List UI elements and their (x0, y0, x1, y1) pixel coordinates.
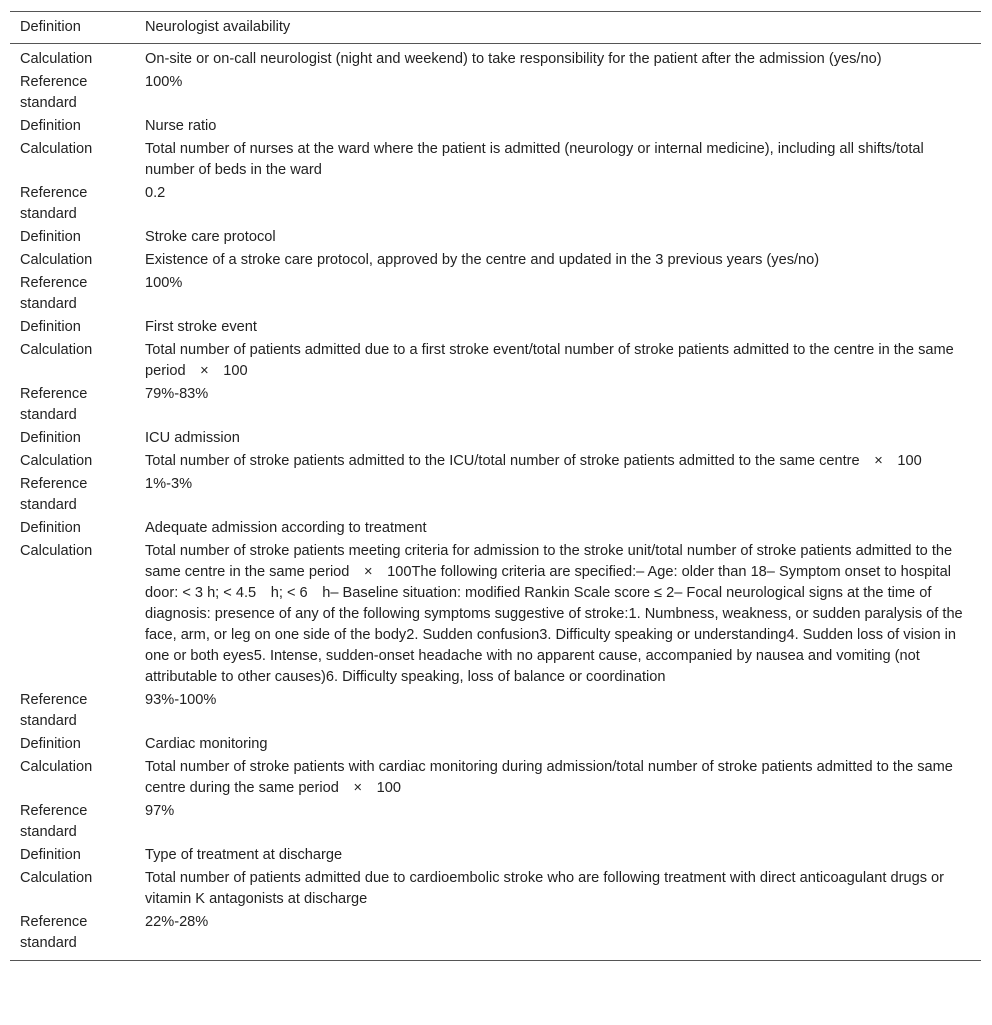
header-label: Definition (20, 19, 81, 35)
row-value: 1%-3% (145, 476, 193, 492)
row-label: Calculation (20, 51, 93, 67)
row-label: Reference standard (20, 476, 88, 513)
row-value: 100% (145, 275, 183, 291)
row-label: Calculation (20, 870, 93, 886)
row-label: Definition (20, 520, 81, 536)
table-row (10, 518, 981, 541)
row-label: Calculation (20, 453, 93, 469)
table-row (10, 801, 981, 845)
table-row (10, 183, 981, 227)
row-value: On-site or on-call neurologist (night and weekend) to take responsibility for the patient after the admission (yes/no) (145, 51, 882, 67)
table-row (10, 116, 981, 139)
row-value: Type of treatment at discharge (145, 847, 343, 863)
row-value: 100% (145, 74, 183, 90)
table-row (10, 451, 981, 474)
row-label: Calculation (20, 543, 93, 559)
table-row (10, 868, 981, 912)
table-row (10, 734, 981, 757)
table-row (10, 44, 981, 73)
row-value: Total number of patients admitted due to a first stroke event/total number of stroke patients admitted to the centre in the same period × 100 (145, 342, 954, 379)
table-row (10, 474, 981, 518)
row-value: Stroke care protocol (145, 229, 276, 245)
table-header (10, 12, 981, 44)
row-label: Definition (20, 847, 81, 863)
table-row (10, 139, 981, 183)
row-value: Cardiac monitoring (145, 736, 268, 752)
table-row (10, 317, 981, 340)
table-body (10, 44, 981, 961)
table-row (10, 541, 981, 690)
table-row (10, 250, 981, 273)
indicator-table (10, 11, 981, 961)
table-row (10, 340, 981, 384)
row-label: Definition (20, 118, 81, 134)
table-row (10, 227, 981, 250)
row-label: Calculation (20, 252, 93, 268)
row-label: Reference standard (20, 692, 88, 729)
header-value: Neurologist availability (145, 19, 291, 35)
row-label: Reference standard (20, 185, 88, 222)
table-row (10, 845, 981, 868)
table-row (10, 384, 981, 428)
table-row (10, 72, 981, 116)
row-value: Existence of a stroke care protocol, approved by the centre and updated in the 3 previous years (yes/no) (145, 252, 820, 268)
row-label: Definition (20, 736, 81, 752)
row-value: Nurse ratio (145, 118, 217, 134)
row-value: 79%-83% (145, 386, 209, 402)
table-row (10, 273, 981, 317)
table-row (10, 912, 981, 961)
row-value: Adequate admission according to treatment (145, 520, 427, 536)
row-label: Definition (20, 319, 81, 335)
row-label: Reference standard (20, 74, 88, 111)
table-row (10, 757, 981, 801)
row-value: Total number of stroke patients admitted to the ICU/total number of stroke patients admitted to the same centre × 100 (145, 453, 922, 469)
row-label: Calculation (20, 759, 93, 775)
row-label: Calculation (20, 342, 93, 358)
row-value: Total number of nurses at the ward where the patient is admitted (neurology or internal medicine), including all shifts/total number of beds in the ward (145, 141, 924, 178)
row-value: 22%-28% (145, 914, 209, 930)
row-value: Total number of stroke patients meeting criteria for admission to the stroke unit/total number of stroke patients admitted to the same centre in the same period × 100The following criteria are specified:– Age: older than 18– Symptom onset to hospital door: < 3 h; < 4.5 h; < 6 h– Baseline situation: modified Rankin Scale score ≤ 2– Focal neurological signs at the time of diagnosis: presence of any of the following symptoms suggestive of stroke:1. Numbness, weakness, or sudden paralysis of the face, arm, or leg on one side of the body2. Sudden confusion3. Difficulty speaking or understanding4. Sudden loss of vision in one or both eyes5. Intense, sudden-onset headache with no apparent cause, accompanied by nausea and vomiting (not attributable to other causes)6. Difficulty speaking, loss of balance or coordination (145, 543, 963, 685)
row-label: Reference standard (20, 803, 88, 840)
row-value: ICU admission (145, 430, 240, 446)
header-row (10, 12, 981, 44)
table-row (10, 690, 981, 734)
row-label: Reference standard (20, 914, 88, 951)
row-label: Definition (20, 430, 81, 446)
row-value: First stroke event (145, 319, 257, 335)
row-value: 97% (145, 803, 175, 819)
row-value: 93%-100% (145, 692, 217, 708)
row-value: Total number of stroke patients with cardiac monitoring during admission/total number of stroke patients admitted to the same centre during the same period × 100 (145, 759, 953, 796)
table-row (10, 428, 981, 451)
row-label: Definition (20, 229, 81, 245)
row-value: 0.2 (145, 185, 166, 201)
row-value: Total number of patients admitted due to cardioembolic stroke who are following treatment with direct anticoagulant drugs or vitamin K antagonists at discharge (145, 870, 945, 907)
row-label: Reference standard (20, 275, 88, 312)
row-label: Calculation (20, 141, 93, 157)
row-label: Reference standard (20, 386, 88, 423)
